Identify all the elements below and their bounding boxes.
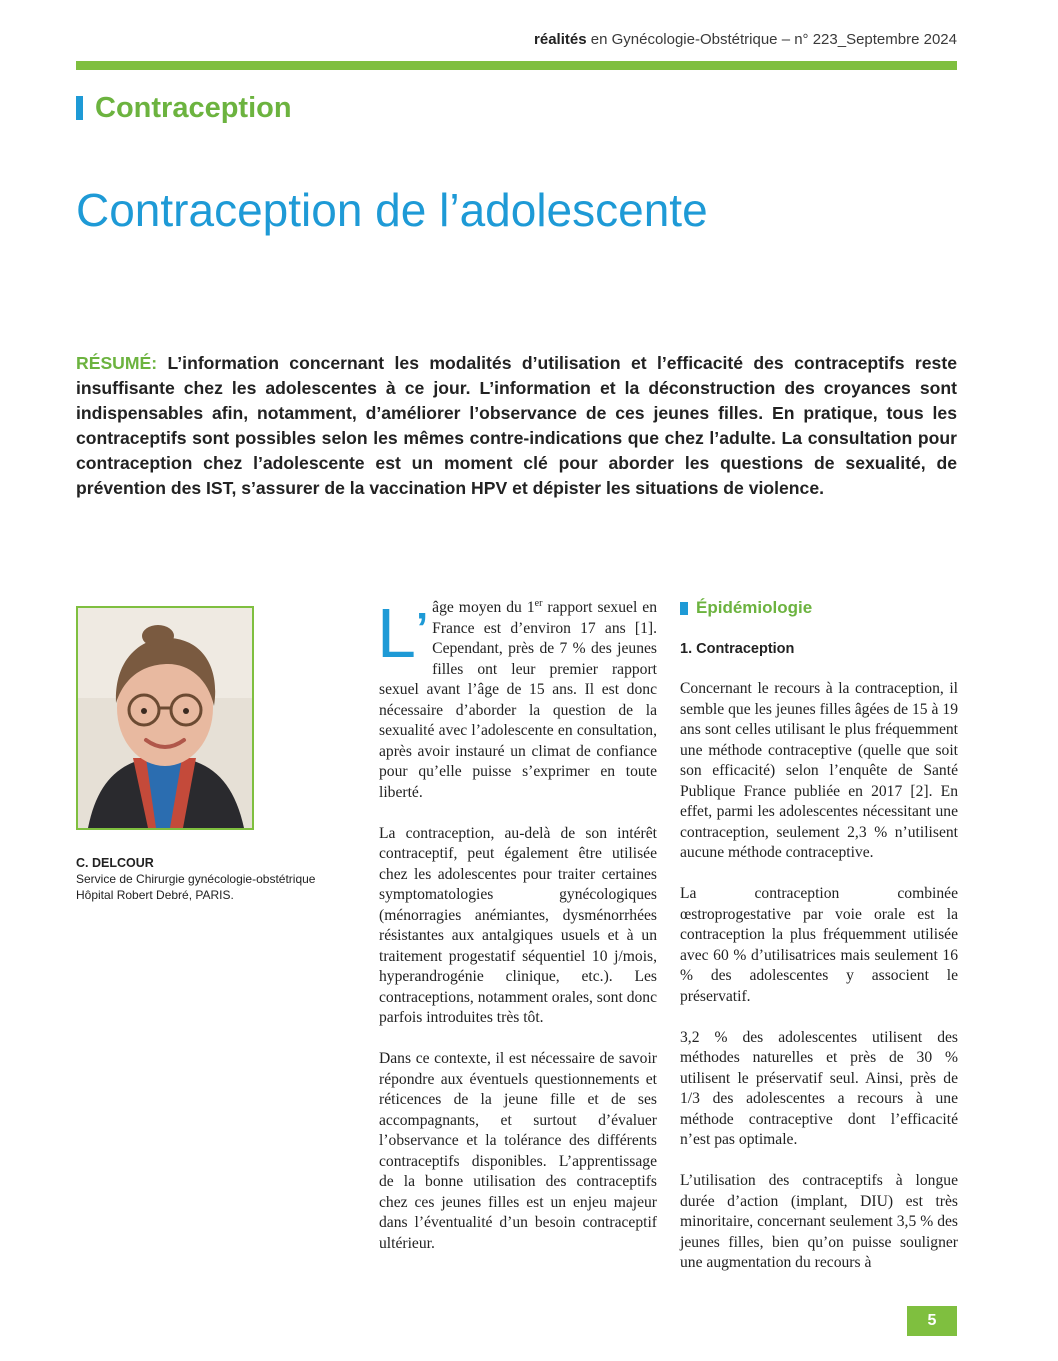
- intro-paragraph-3: Dans ce contexte, il est nécessaire de savoir répondre aux éventuels questionnements et réticences de la jeune fille et de ses accompagnants, et surtout d’évaluer l’observance et la tolérance des différents contraceptifs disponibles. L’apprentissage de la bonne utilisation des contraceptifs chez ces jeunes filles est un enjeu majeur dans l’éventualité d’un besoin contraceptif ultérieur.: [379, 1050, 657, 1252]
- epidemiology-paragraph-1: Concernant le recours à la contraception, il semble que les jeunes filles âgées de 15 à 19 ans sont celles utilisant le plus fréquemment une méthode contraceptive (quelle que soit son efficacité) selon l’enquête de Santé Publique France publiée en 2017 [2]. En effet, parmi les adolescentes nécessitant une contraception, seulement 2,3 % n’utilisent aucune méthode contraceptive.: [680, 680, 958, 861]
- intro-p1-superscript: er: [534, 597, 543, 609]
- column-epidemiology: [680, 598, 958, 1294]
- intro-paragraph-2: La contraception, au-delà de son intérêt contraceptif, peut également être utilisée chez les adolescentes pour traiter certaines symptomatologies gynécologiques (ménorragies anémiantes, dysménorrhées résistantes aux antalgiques usuels et à un traitement progestatif séquentiel 10 j/mois, hyperandrogénie clinique, etc.). Les contraceptions, notamment orales, sont donc parfois introduites très tôt.: [379, 824, 658, 1026]
- journal-header: [257, 31, 957, 48]
- author-affiliation-hospital: Hôpital Robert Debré, PARIS.: [76, 888, 234, 902]
- contraception-subheading: 1. Contraception: [680, 640, 795, 657]
- author-photo: [76, 606, 254, 830]
- page-number: 5: [907, 1306, 957, 1336]
- section-title: [76, 90, 292, 126]
- drop-cap-apostrophe: ’: [415, 604, 429, 653]
- column-intro: [377, 594, 658, 1275]
- drop-cap: [377, 594, 429, 672]
- header-rule: [76, 61, 957, 70]
- author-portrait-image: [78, 608, 252, 828]
- intro-p1-rest: rapport sexuel en France est d’environ 17 ans [1]. Cependant, près de 7 % des jeunes filles ont leur premier rapport sexuel avant l’âge de 15 ans. Il est donc nécessaire d’aborder la question de la sexualité avec l’adolescente en consultation, après avoir instauré un climat de confiance pour qu’elle puisse s’exprimer en toute liberté.: [379, 599, 657, 801]
- abstract-label: RÉSUMÉ:: [76, 353, 158, 373]
- author-name: C. DELCOUR: [76, 856, 154, 870]
- epidemiology-paragraph-4: L’utilisation des contraceptifs à longue durée d’action (implant, DIU) est très minoritaire, concernant seulement 3,5 % des jeunes filles, bien qu’on puisse souligner une augmentation du recours à: [680, 1172, 958, 1271]
- abstract-text: L’information concernant les modalités d’utilisation et l’efficacité des contraceptifs reste insuffisante chez les adolescentes à ce jour. L’information et la déconstruction des croyances sont indispensables afin, notamment, d’améliorer l’observance de ces jeunes filles. En pratique, tous les contraceptifs sont possibles selon les mêmes contre-indications que chez l’adulte. La consultation pour contraception chez l’adolescente est un moment clé pour aborder les questions de sexualité, de prévention des IST, s’assurer de la vaccination HPV et dépister les situations de violence.: [76, 353, 957, 498]
- epidemiology-paragraph-2: La contraception combinée œstroprogestative par voie orale est la contraception la plus fréquemment utilisée avec 60 % d’utilisatrices mais seulement 16 % des adolescentes y associent le préservatif.: [680, 885, 958, 1005]
- epidemiology-heading-text: Épidémiologie: [696, 598, 813, 617]
- intro-p1-start: âge moyen du 1: [432, 599, 535, 616]
- journal-issue: en Gynécologie-Obstétrique – n° 223_Septembre 2024: [586, 31, 957, 48]
- intro-paragraph-1: [377, 594, 657, 803]
- epidemiology-paragraph-3: 3,2 % des adolescentes utilisent des méthodes naturelles et près de 30 % utilisent le préservatif seul. Ainsi, près de 1/3 des adolescentes a recours à une méthode contraceptive dont l’efficacité n’est pas optimale.: [680, 1028, 958, 1148]
- section-label: Contraception: [95, 91, 292, 124]
- heading-marker: [680, 602, 688, 615]
- section-marker: [76, 96, 83, 120]
- abstract: [76, 351, 957, 501]
- epidemiology-heading: [680, 598, 958, 619]
- author-affiliation-service: Service de Chirurgie gynécologie-obstétrique: [76, 872, 316, 886]
- drop-cap-letter: L: [377, 594, 416, 672]
- journal-name: réalités: [534, 31, 587, 48]
- article-title: Contraception de l’adolescente: [76, 184, 708, 236]
